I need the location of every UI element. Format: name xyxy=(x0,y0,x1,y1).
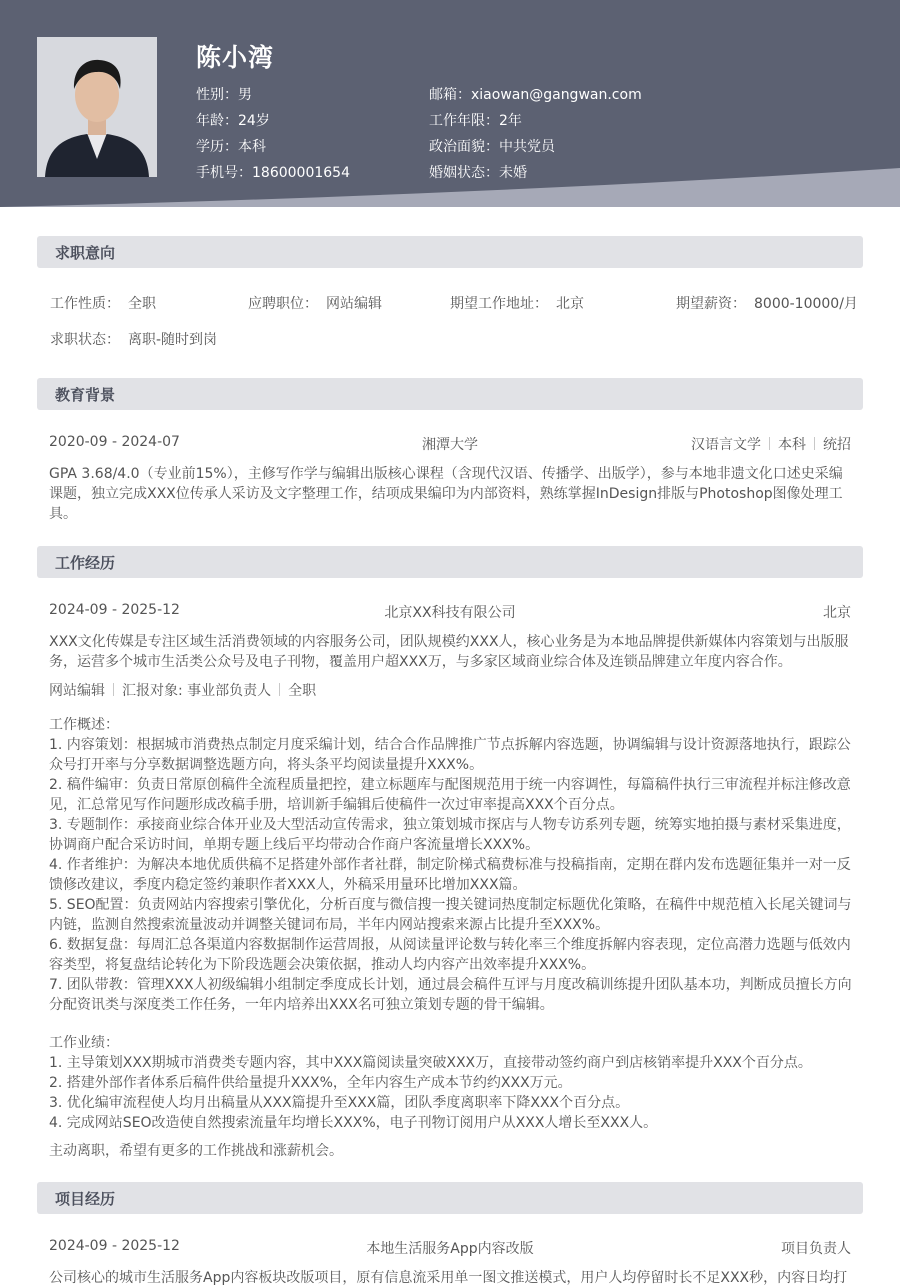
achievement-item: 3. 优化编审流程使人均月出稿量从XXX篇提升至XXX篇，团队季度离职率下降XXX个百分点。 xyxy=(49,1095,630,1111)
section-title: 项目经历 xyxy=(55,1190,116,1208)
edu-school: 湘潭大学 xyxy=(422,437,478,453)
info-age: 年龄：24岁 xyxy=(196,113,270,129)
section-job-intent xyxy=(37,236,863,268)
overview-item: 4. 作者维护：为解决本地优质供稿不足搭建外部作者社群，制定阶梯式稿费标准与投稿指南，定期在群内发布选题征集并一对一反馈修改建议，季度内稳定签约兼职作者XXX人，外稿采用量环比增加XXX篇。 xyxy=(49,857,851,893)
info-gender: 性别：男 xyxy=(196,87,252,103)
achievements-title: 工作业绩： xyxy=(49,1035,119,1051)
overview-title: 工作概述： xyxy=(49,717,119,733)
section-title: 求职意向 xyxy=(55,244,116,262)
work-period: 2024-09 - 2025-12 xyxy=(49,602,180,618)
overview-item: 1. 内容策划：根据城市消费热点制定月度采编计划，结合合作品牌推广节点拆解内容选题，协调编辑与设计资源落地执行，跟踪公众号打开率与分享数据调整选题方向，将头条平均阅读量提升XXX%。 xyxy=(49,737,851,773)
achievement-item: 2. 搭建外部作者体系后稿件供给量提升XXX%，全年内容生产成本节约约XXX万元。 xyxy=(49,1075,572,1091)
overview-item: 5. SEO配置：负责网站内容搜索引擎优化，分析百度与微信搜一搜关键词热度制定标题优化策略，在稿件中规范植入长尾关键词与内链，监测自然搜索流量波动并调整关键词布局，半年内网站搜索来源占比提升至XXX%。 xyxy=(49,897,852,933)
resume-header xyxy=(0,0,900,207)
work-role-line: 网站编辑 汇报对象: 事业部负责人 全职 xyxy=(49,683,317,699)
company-description: XXX文化传媒是专注区域生活消费领域的内容服务公司，团队规模约XXX人，核心业务是为本地品牌提供新媒体内容策划与出版服务，运营多个城市生活类公众号及电子刊物，覆盖用户超XXX万，与多家区域商业综合体及连锁品牌建立年度内容合作。 xyxy=(49,634,849,670)
project-name: 本地生活服务App内容改版 xyxy=(366,1241,534,1257)
section-title: 工作经历 xyxy=(55,554,116,572)
achievement-item: 4. 完成网站SEO改造使自然搜索流量年均增长XXX%，电子刊物订阅用户从XXX人增长至XXX人。 xyxy=(49,1115,658,1131)
info-phone: 手机号：18600001654 xyxy=(196,165,350,181)
work-achievements xyxy=(49,1033,853,1133)
overview-item: 2. 稿件编审：负责日常原创稿件全流程质量把控，建立标题库与配图规范用于统一内容调性，每篇稿件执行三审流程并标注修改意见，汇总常见写作问题形成改稿手册，培训新手编辑后使稿件一次过审率提高XXX个百分点。 xyxy=(49,777,851,813)
avatar-photo xyxy=(37,37,157,177)
edu-description: GPA 3.68/4.0（专业前15%），主修写作学与编辑出版核心课程（含现代汉语、传播学、出版学），参与本地非遗文化口述史采编课题，独立完成XXX位传承人采访及文字整理工作，结项成果编印为内部资料，熟练掌握InDesign排版与Photoshop图像处理工具。 xyxy=(49,466,843,522)
project-period: 2024-09 - 2025-12 xyxy=(49,1238,180,1254)
info-political-status: 政治面貌：中共党员 xyxy=(429,139,555,155)
info-marital-status: 婚姻状态：未婚 xyxy=(429,165,527,181)
project-description: 公司核心的城市生活服务App内容板块改版项目，原有信息流采用单一图文推送模式，用户人均停留时长不足XXX秒，内容日均打 xyxy=(49,1270,848,1286)
info-work-years: 工作年限：2年 xyxy=(429,113,522,129)
project-role: 项目负责人 xyxy=(781,1241,851,1257)
leave-reason: 主动离职，希望有更多的工作挑战和涨薪机会。 xyxy=(49,1143,343,1159)
info-education: 学历：本科 xyxy=(196,139,266,155)
work-city: 北京 xyxy=(823,605,851,621)
overview-item: 3. 专题制作：承接商业综合体开业及大型活动宣传需求，独立策划城市探店与人物专访系列专题，统筹实地拍摄与素材采集进度，协调商户配合采访时间，单期专题上线后平均带动合作商户客流量增长XXX%。 xyxy=(49,817,851,853)
job-salary: 期望薪资： 8000-10000/月 xyxy=(676,296,858,312)
job-status: 求职状态： 离职-随时到岗 xyxy=(50,332,218,348)
job-position: 应聘职位： 网站编辑 xyxy=(248,296,382,312)
candidate-name: 陈小湾 xyxy=(196,43,275,72)
edu-period: 2020-09 - 2024-07 xyxy=(49,434,180,450)
work-overview xyxy=(49,715,853,1015)
job-type: 工作性质： 全职 xyxy=(50,296,156,312)
overview-item: 7. 团队带教：管理XXX人初级编辑小组制定季度成长计划，通过晨会稿件互评与月度改稿训练提升团队基本功，判断成员擅长方向分配资讯类与深度类工作任务，一年内培养出XXX名可独立策划专题的骨干编辑。 xyxy=(49,977,852,1013)
section-education xyxy=(37,378,863,410)
job-location: 期望工作地址： 北京 xyxy=(450,296,584,312)
edu-details: 汉语言文学 本科 统招 xyxy=(691,437,851,453)
achievement-item: 1. 主导策划XXX期城市消费类专题内容，其中XXX篇阅读量突破XXX万，直接带动签约商户到店核销率提升XXX个百分点。 xyxy=(49,1055,812,1071)
overview-item: 6. 数据复盘：每周汇总各渠道内容数据制作运营周报，从阅读量评论数与转化率三个维度拆解内容表现，定位高潜力选题与低效内容类型，将复盘结论转化为下阶段选题会决策依据，推动人均内容产出效率提升XXX%。 xyxy=(49,937,851,973)
section-projects xyxy=(37,1182,863,1214)
info-email: 邮箱：xiaowan@gangwan.com xyxy=(429,87,642,103)
section-title: 教育背景 xyxy=(55,386,116,404)
work-company: 北京XX科技有限公司 xyxy=(384,605,516,621)
section-work-experience xyxy=(37,546,863,578)
